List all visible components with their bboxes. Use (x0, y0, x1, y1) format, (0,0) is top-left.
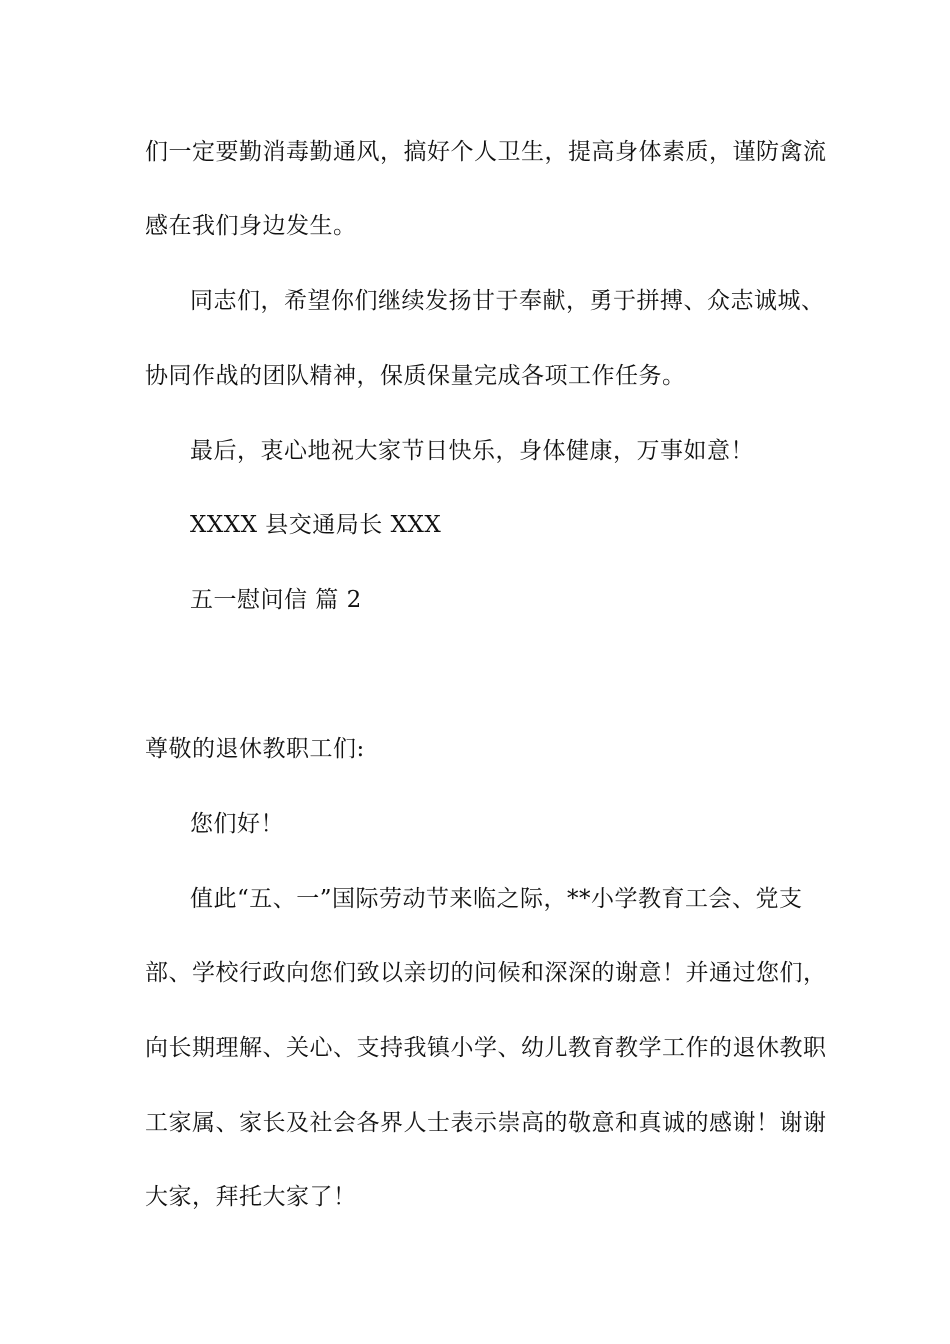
body-text-line: 感在我们身边发生。 (145, 213, 357, 239)
signature-line: XXXX 县交通局长 XXX (190, 512, 442, 538)
body-text-line: 同志们，希望你们继续发扬甘于奉献，勇于拼搏、众志诚城、 (190, 288, 825, 314)
section-heading: 五一慰问信 篇 2 (190, 587, 362, 613)
salutation-line: 尊敬的退休教职工们: (145, 736, 365, 762)
body-text-line: 工家属、家长及社会各界人士表示崇高的敬意和真诚的感谢！谢谢 (145, 1110, 827, 1136)
body-text-line: 向长期理解、关心、支持我镇小学、幼儿教育教学工作的退休教职 (145, 1035, 827, 1061)
body-text-line: 部、学校行政向您们致以亲切的问候和深深的谢意！并通过您们， (145, 960, 827, 986)
closing-wish-line: 最后，衷心地祝大家节日快乐，身体健康，万事如意！ (190, 438, 754, 464)
body-text-line: 值此“五、一”国际劳动节来临之际，**小学教育工会、党支 (190, 886, 803, 912)
body-text-line: 大家，拜托大家了！ (145, 1184, 357, 1210)
body-text-line: 协同作战的团队精神，保质保量完成各项工作任务。 (145, 363, 686, 389)
greeting-line: 您们好！ (190, 811, 284, 837)
body-text-line: 们一定要勤消毒勤通风，搞好个人卫生，提高身体素质，谨防禽流 (145, 139, 827, 165)
